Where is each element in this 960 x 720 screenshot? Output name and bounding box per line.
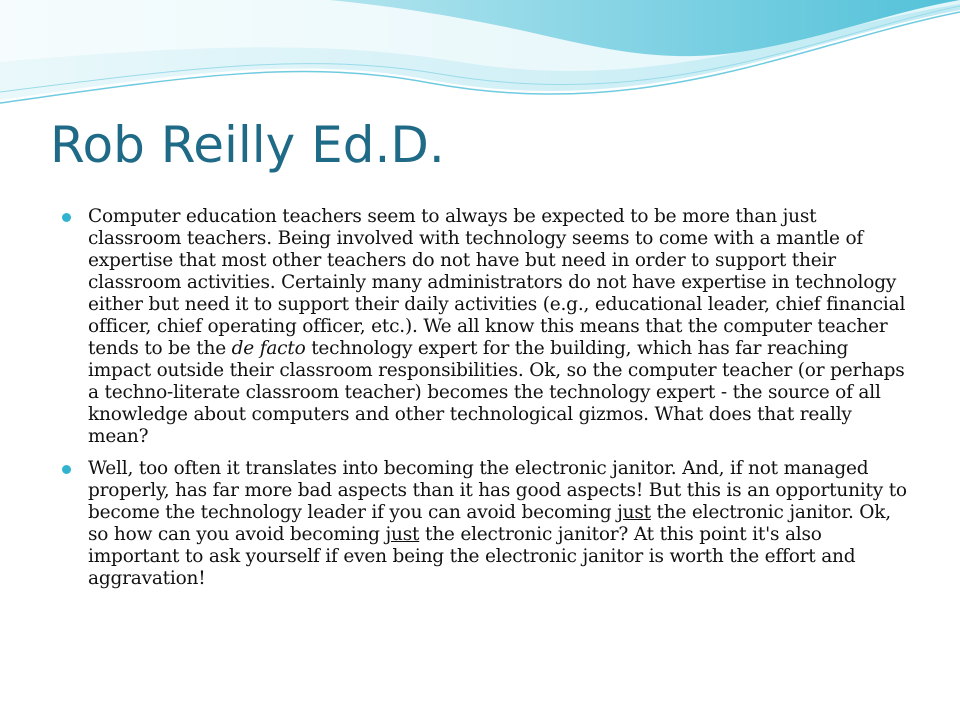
bullet-dot-icon (62, 213, 71, 222)
bullet-item (62, 206, 912, 448)
header-wave-decoration (0, 0, 960, 130)
bullet-text-segment: technology expert for the building, which has far reaching impact outside their classroom responsibilities. Ok, so the computer teacher (or perhaps a techno-literate classroom teacher) becomes the technology expert - the source of all knowledge about computers and other technological gizmos. What does that really mean? (88, 338, 905, 447)
bullet-text-segment: the electronic janitor? At this point it's also important to ask yourself if even being the electronic janitor is worth the effort and aggravation! (88, 524, 856, 589)
bullet-dot-icon (62, 465, 71, 474)
bullet-text-segment: just (385, 524, 420, 545)
bullet-text-segment: just (617, 502, 651, 523)
bullet-text-segment: Well, too often it translates into becoming the electronic janitor. And, if not managed properly, has far more bad aspects than it has good aspects! But this is an opportunity to become the technology leader if you can avoid becoming (88, 458, 907, 523)
bullet-text-segment: the electronic janitor. Ok, so how can you avoid becoming (88, 502, 891, 545)
slide-title: Rob Reilly Ed.D. (50, 116, 445, 174)
bullet-text-segment: de facto (231, 338, 306, 359)
bullet-item (62, 458, 912, 590)
bullet-list (62, 206, 912, 600)
bullet-text-segment: Computer education teachers seem to always be expected to be more than just classroom teachers. Being involved with technology seems to come with a mantle of expertise that most other teachers do not have but need in order to support their classroom activities. Certainly many administrators do not have expertise in technology either but need it to support their daily activities (e.g., educational leader, chief financial officer, chief operating officer, etc.). We all know this means that the computer teacher tends to be the (88, 206, 906, 359)
